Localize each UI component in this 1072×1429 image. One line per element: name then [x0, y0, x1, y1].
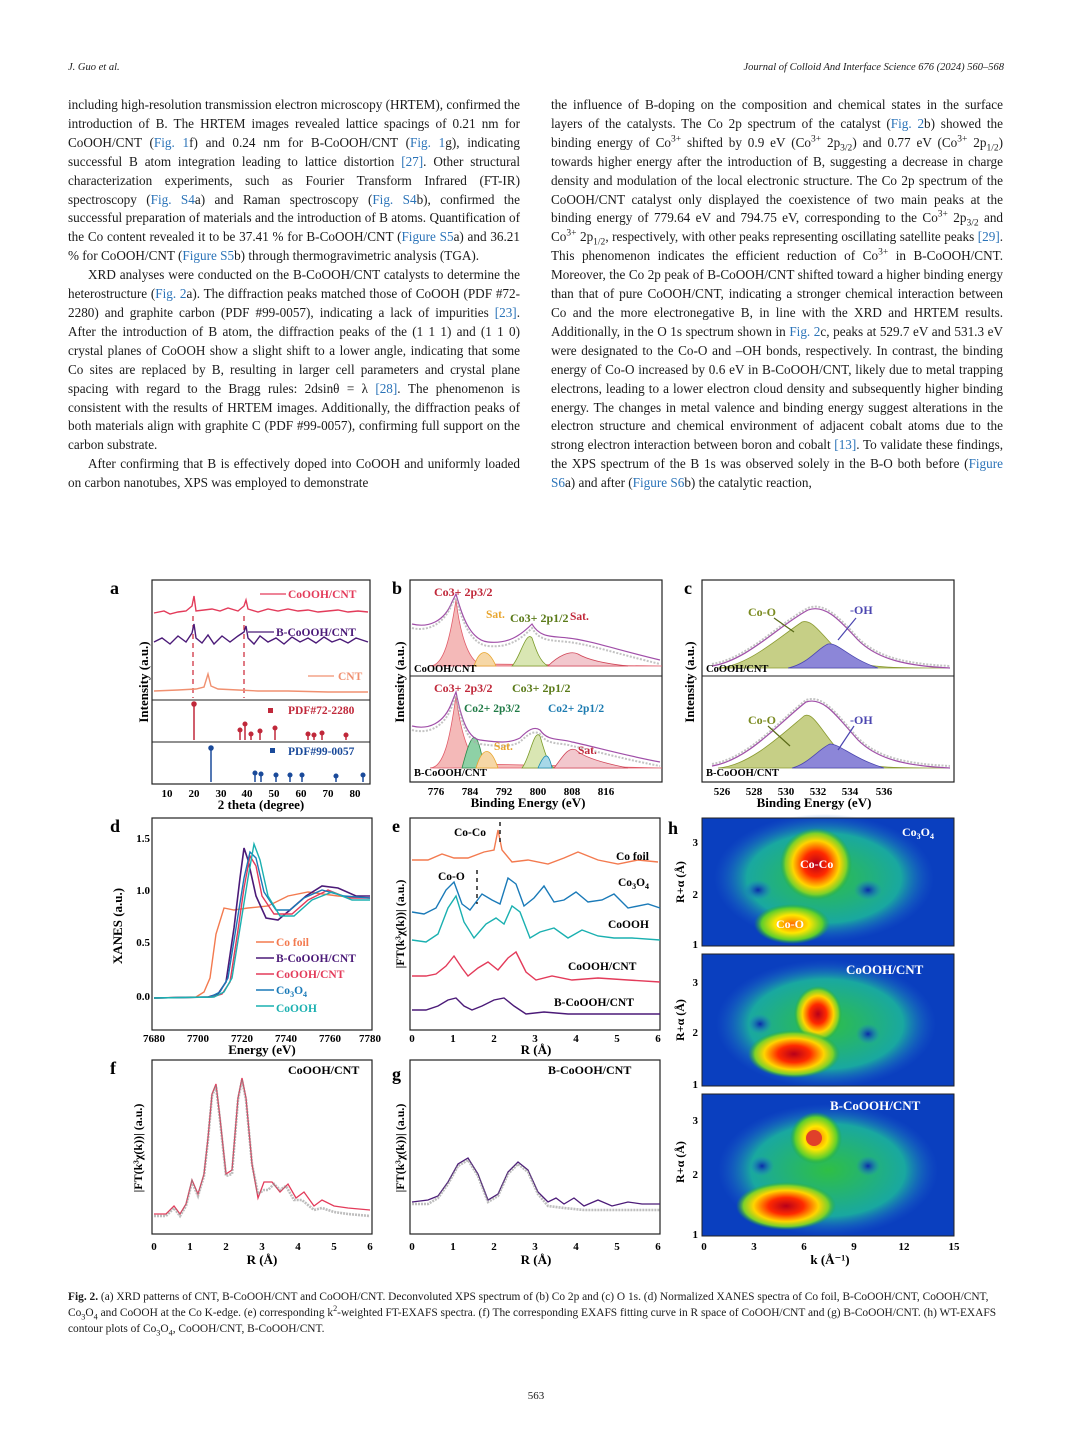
svg-text:2: 2 — [692, 889, 698, 901]
legend-coooh-cnt: CoOOH/CNT — [288, 589, 357, 601]
paragraph-1: including high-resolution transmission electron microscopy (HRTEM), confirmed the introduction of B. The HRTEM images revealed lattice spacings of 0.21 nm for CoOOH/CNT (Fig. 1f) and 0.24 nm for B-CoOOH/CNT (Fig. 1g), indicating successful B atom integration leading to lattice distortion [27]. Other structural characterization experiments, such as Fourier Transform Infrared (FT-IR) spectroscopy (Fig. S4a) and Raman spectroscopy (Fig. S4b), confirmed the successful preparation of materials and the introduction of B atoms. Quantification of the Co content revealed it to be 37.41 % for B-CoOOH/CNT (Figure S5a) and 36.21 % for CoOOH/CNT (Figure S5b) through thermogravimetric analysis (TGA). — [68, 97, 521, 264]
svg-text:Intensity (a.u.): Intensity (a.u.) — [392, 641, 407, 723]
svg-text:20: 20 — [188, 788, 200, 800]
left-text-column — [68, 96, 520, 493]
legend — [256, 937, 356, 1015]
panel-title: B-CoOOH/CNT — [548, 1063, 632, 1077]
panel-h — [668, 814, 960, 1267]
svg-text:3: 3 — [532, 1033, 538, 1045]
svg-text:CoOOH/CNT: CoOOH/CNT — [568, 961, 637, 973]
svg-text:XANES (a.u.): XANES (a.u.) — [110, 887, 125, 965]
subpanel-title: CoOOH/CNT — [414, 664, 477, 675]
running-header-journal: Journal of Colloid And Interface Science 676 (2024) 560–568 — [743, 62, 1004, 73]
xrd-curve-cnt — [154, 674, 368, 692]
svg-text:-OH: -OH — [850, 603, 873, 617]
svg-text:R+α (Å): R+α (Å) — [673, 861, 687, 903]
svg-text:Co-O: Co-O — [438, 871, 465, 883]
running-header-authors: J. Guo et al. — [68, 62, 120, 73]
svg-text:-OH: -OH — [850, 713, 873, 727]
svg-text:0: 0 — [409, 1241, 415, 1253]
wt-contour-coooh-cnt — [702, 954, 954, 1088]
svg-text:532: 532 — [809, 786, 827, 798]
ref-link[interactable]: Fig. S4 — [150, 191, 195, 207]
svg-text:1: 1 — [450, 1033, 456, 1045]
svg-text:4: 4 — [573, 1033, 579, 1045]
svg-text:e: e — [392, 816, 400, 836]
svg-text:k (Å⁻¹): k (Å⁻¹) — [810, 1252, 850, 1267]
svg-text:528: 528 — [745, 786, 763, 798]
right-text-column — [551, 96, 1003, 493]
page-number: 563 — [527, 1390, 545, 1402]
svg-text:CoOOH/CNT: CoOOH/CNT — [276, 969, 345, 981]
svg-text:0: 0 — [409, 1033, 415, 1045]
panel-g — [392, 1060, 661, 1267]
svg-text:Co-O: Co-O — [748, 605, 776, 619]
svg-text:3: 3 — [692, 977, 698, 989]
svg-text:R (Å): R (Å) — [520, 1042, 552, 1057]
svg-text:6: 6 — [655, 1241, 661, 1253]
svg-text:0: 0 — [701, 1241, 707, 1253]
svg-text:3: 3 — [692, 837, 698, 849]
legend-pdf-99-0057: PDF#99-0057 — [288, 746, 355, 758]
svg-text:Co-O: Co-O — [748, 713, 776, 727]
ref-link[interactable]: Figure S6 — [551, 456, 1003, 491]
svg-text:60: 60 — [295, 788, 307, 800]
wt-contour-co3o4 — [702, 814, 954, 946]
svg-text:Co3+ 2p3/2: Co3+ 2p3/2 — [434, 681, 493, 695]
wt-contour-b-coooh-cnt — [702, 1094, 954, 1236]
svg-text:6: 6 — [655, 1033, 661, 1045]
svg-text:6: 6 — [367, 1241, 373, 1253]
svg-text:R+α (Å): R+α (Å) — [673, 1141, 687, 1183]
svg-text:526: 526 — [713, 786, 731, 798]
y-axis-label: Intensity (a.u.) — [136, 641, 151, 723]
svg-text:Co foil: Co foil — [616, 851, 649, 863]
svg-text:30: 30 — [215, 788, 227, 800]
svg-text:6: 6 — [801, 1241, 807, 1253]
svg-text:c: c — [684, 578, 692, 598]
svg-text:2: 2 — [692, 1027, 698, 1039]
exafs-fit-coooh-cnt — [154, 1078, 370, 1214]
svg-text:|FT(k³χ(k))| (a.u.): |FT(k³χ(k))| (a.u.) — [393, 1103, 407, 1193]
exafs-fit-line-coooh-cnt — [154, 1080, 370, 1216]
svg-text:Sat.: Sat. — [578, 745, 597, 757]
svg-text:3: 3 — [259, 1241, 265, 1253]
svg-text:800: 800 — [529, 786, 547, 798]
ref-link[interactable]: Fig. 2 — [890, 115, 925, 131]
ref-link[interactable]: Figure S5 — [401, 229, 454, 245]
svg-text:CoOOH/CNT: CoOOH/CNT — [846, 962, 924, 977]
svg-text:1: 1 — [692, 1229, 698, 1241]
svg-text:534: 534 — [841, 786, 859, 798]
svg-text:2: 2 — [692, 1169, 698, 1181]
citation-link[interactable]: [13] — [834, 437, 857, 453]
label-co2-2p32: Co2+ 2p3/2 — [464, 703, 521, 715]
svg-text:|FT(k³χ(k))| (a.u.): |FT(k³χ(k))| (a.u.) — [393, 879, 407, 969]
svg-text:Co3O4: $Co_3O_4$ — [276, 985, 308, 999]
legend-b-coooh-cnt: B-CoOOH/CNT — [276, 627, 356, 639]
ref-link[interactable]: Figure S5 — [182, 248, 235, 264]
svg-text:h: h — [668, 818, 679, 838]
citation-link[interactable]: [23] — [494, 304, 517, 320]
svg-text:5: 5 — [614, 1033, 620, 1045]
paragraph-2: XRD analyses were conducted on the B-CoOOH/CNT catalysts to determine the heterostructure (Fig. 2a). The diffraction peaks matched those of CoOOH (PDF #72-2280) and graphite carbon (PDF #99-0057), indicating a lack of impurities [23]. After the introduction of B atom, the diffraction peaks of the (1 1 1) and (1 1 0) crystal planes of CoOOH show a slight shift to a lower angle, indicating that some Co sites are replaced by B, resulting in larger cell parameters and crystal plane spacing with regard to the Bragg rules: 2dsinθ = λ [28]. The phenomenon is consistent with the results of HRTEM images. Additionally, the diffraction peaks of both materials align with graphite C (PDF #99-0057), confirming full support on the carbon substrate. — [68, 267, 520, 453]
svg-text:Sat.: Sat. — [570, 611, 589, 623]
svg-text:7700: 7700 — [187, 1033, 209, 1045]
svg-text:Co-Co: Co-Co — [800, 857, 834, 871]
label-co3-2p32: Co3+ 2p3/2 — [434, 585, 493, 599]
svg-text:Co-Co: Co-Co — [454, 827, 486, 839]
svg-text:4: 4 — [295, 1241, 301, 1253]
ref-link[interactable]: Fig. 1 — [153, 134, 190, 150]
panel-title: CoOOH/CNT — [288, 1063, 360, 1077]
svg-text:CoOOH: CoOOH — [608, 919, 649, 931]
svg-text:7720: 7720 — [231, 1033, 253, 1045]
svg-text:Sat.: Sat. — [494, 741, 513, 753]
svg-text:R (Å): R (Å) — [520, 1252, 552, 1267]
svg-text:B-CoOOH/CNT: B-CoOOH/CNT — [554, 997, 634, 1009]
svg-text:R+α (Å): R+α (Å) — [673, 999, 687, 1041]
svg-text:9: 9 — [851, 1241, 857, 1253]
label-co3-2p12: Co3+ 2p1/2 — [510, 611, 569, 625]
citation-link[interactable]: [28] — [375, 380, 398, 396]
label-co2-2p12: Co2+ 2p1/2 — [548, 703, 605, 715]
svg-text:Co-O: Co-O — [776, 917, 804, 931]
svg-text:15: 15 — [948, 1241, 960, 1253]
svg-text:1: 1 — [187, 1241, 193, 1253]
svg-text:50: 50 — [268, 788, 280, 800]
ref-link[interactable]: Fig. S4 — [372, 191, 417, 207]
figure-2 — [108, 578, 976, 1268]
svg-text:2: 2 — [491, 1241, 497, 1253]
svg-text:7680: 7680 — [143, 1033, 165, 1045]
svg-text:Co3O4: $Co_3O_4$ — [902, 825, 935, 841]
svg-text:3: 3 — [751, 1241, 757, 1253]
svg-text:530: 530 — [777, 786, 795, 798]
svg-text:1.5: 1.5 — [136, 833, 150, 845]
y-tick-labels — [693, 837, 699, 1241]
svg-text:d: d — [110, 816, 121, 836]
svg-text:7760: 7760 — [319, 1033, 341, 1045]
svg-text:1: 1 — [692, 939, 698, 951]
svg-text:3: 3 — [692, 1115, 698, 1127]
svg-text:Binding Energy (eV): Binding Energy (eV) — [756, 795, 872, 810]
legend-pdf-72-2280: PDF#72-2280 — [288, 705, 355, 717]
svg-text:2: 2 — [223, 1241, 229, 1253]
svg-text:7740: 7740 — [275, 1033, 297, 1045]
svg-text:B-CoOOH/CNT: B-CoOOH/CNT — [276, 953, 356, 965]
subpanel-title: B-CoOOH/CNT — [414, 768, 487, 779]
svg-text:Binding Energy (eV): Binding Energy (eV) — [470, 795, 586, 810]
svg-text:R (Å): R (Å) — [246, 1252, 278, 1267]
citation-link[interactable]: [27] — [401, 153, 424, 169]
svg-text:4: 4 — [573, 1241, 579, 1253]
svg-text:Co foil: Co foil — [276, 937, 309, 949]
svg-text:5: 5 — [614, 1241, 620, 1253]
paragraph-3: After confirming that B is effectively doped into CoOOH and uniformly loaded on carbon nanotubes, XPS was employed to demonstrate — [68, 456, 520, 491]
svg-text:CoOOH: CoOOH — [276, 1003, 317, 1015]
svg-text:Sat.: Sat. — [486, 609, 505, 621]
y-tick-labels — [136, 833, 150, 1003]
svg-text:784: 784 — [461, 786, 479, 798]
svg-text:5: 5 — [331, 1241, 337, 1253]
svg-text:0.5: 0.5 — [136, 937, 150, 949]
legend-cnt: CNT — [338, 671, 363, 683]
svg-text:0.0: 0.0 — [136, 991, 150, 1003]
svg-text:CoOOH/CNT: CoOOH/CNT — [706, 664, 769, 675]
panel-c — [682, 578, 954, 810]
panel-letter: a — [110, 578, 119, 598]
svg-text:B-CoOOH/CNT: B-CoOOH/CNT — [830, 1098, 921, 1113]
svg-text:Co3O4: $Co_3O_4$ — [618, 877, 650, 891]
svg-text:776: 776 — [427, 786, 445, 798]
svg-text:Energy (eV): Energy (eV) — [228, 1042, 296, 1057]
svg-text:1.0: 1.0 — [136, 885, 150, 897]
svg-text:10: 10 — [161, 788, 173, 800]
svg-text:Intensity (a.u.): Intensity (a.u.) — [682, 641, 697, 723]
svg-text:g: g — [392, 1064, 401, 1084]
svg-text:70: 70 — [322, 788, 334, 800]
figure-caption: Fig. 2. (a) XRD patterns of CNT, B-CoOOH/CNT and CoOOH/CNT. Deconvoluted XPS spectrum of (b) Co 2p and (c) O 1s. (d) Normalized XANES spectra of Co foil, B-CoOOH/CNT, CoOOH/CNT, $Co_3O_4$ and CoOOH at the Co K-edge. (e) corresponding $k^2$-weighted FT-EXAFS spectra. (f) The corresponding EXAFS fitting curve in R space of CoOOH/CNT and (g) B-CoOOH/CNT. (h) WT-EXAFS contour plots of $Co_3O_4$, CoOOH/CNT, B-CoOOH/CNT. — [68, 1291, 997, 1338]
svg-text:b: b — [392, 578, 403, 598]
series-labels — [438, 827, 649, 1009]
ref-link[interactable]: Figure S6 — [632, 475, 685, 491]
x-axis-label: 2 theta (degree) — [217, 797, 305, 812]
paragraph-4: the influence of B-doping on the composition and chemical states in the surface layers of the catalysts. The Co 2p spectrum of the catalyst (Fig. 2b) showed the binding energy of $Co^{3+}$ shifted by 0.9 eV ($Co^{3+}$ $2p_{3/2}$) and 0.77 eV ($Co^{3+}$ $2p_{1/2}$) towards higher energy after the introduction of B, suggesting a decrease in charge density and modulation of the local electronic structure. The Co 2p spectrum of the CoOOH/CNT catalyst only displayed the coexistence of two main peaks at the binding energy of 779.64 eV and 794.75 eV, corresponding to the $Co^{3+}$ $2p_{3/2}$ and $Co^{3+}$ $2p_{1/2}$, respectively, with other peaks representing oscillating satellite peaks [29]. This phenomenon indicates the efficient reduction of $Co^{3+}$ in B-CoOOH/CNT. Moreover, the Co 2p peak of B-CoOOH/CNT shifted toward a higher binding energy than that of pure CoOOH/CNT, indicating a stronger chemical interaction between Co and the more electronegative B, in line with the XRD and HRTEM results. Additionally, in the O 1s spectrum shown in Fig. 2c, peaks at 529.7 eV and 531.3 eV were designated to the Co-O and –OH bonds, respectively. In contrast, the binding energy of Co-O increased by 0.6 eV in B-CoOOH/CNT, likely due to metal trapping electrons, leading to a lower electron cloud density and subsequently higher binding energy. The changes in metal valence and binding energy suggest alterations in the electron structure and chemical environment of adjacent cobalt atoms due to the strong electron interaction between boron and cobalt [13]. To validate these findings, the XPS spectrum of the B 1s was observed solely in the B-O both before (Figure S6a) and after (Figure S6b) the catalytic reaction, — [551, 97, 1004, 491]
panel-f — [110, 1058, 373, 1267]
panel-d — [110, 816, 382, 1057]
svg-text:40: 40 — [241, 788, 253, 800]
panel-b — [392, 578, 662, 810]
svg-text:1: 1 — [450, 1241, 456, 1253]
svg-text:536: 536 — [875, 786, 893, 798]
svg-text:|FT(k³χ(k))| (a.u.): |FT(k³χ(k))| (a.u.) — [131, 1103, 145, 1193]
svg-text:12: 12 — [898, 1241, 910, 1253]
svg-text:808: 808 — [563, 786, 581, 798]
panel-e — [392, 816, 661, 1057]
svg-text:816: 816 — [597, 786, 615, 798]
ref-link[interactable]: Fig. 2 — [155, 286, 187, 302]
svg-text:0: 0 — [151, 1241, 157, 1253]
ref-link[interactable]: Fig. 1 — [410, 134, 446, 150]
panel-a — [110, 578, 370, 812]
exafs-fit-b-coooh-cnt — [412, 1158, 660, 1206]
svg-text:1: 1 — [692, 1079, 698, 1091]
svg-text:80: 80 — [349, 788, 361, 800]
citation-link[interactable]: [29] — [977, 229, 1000, 245]
svg-text:3: 3 — [532, 1241, 538, 1253]
svg-text:B-CoOOH/CNT: B-CoOOH/CNT — [706, 768, 779, 779]
svg-text:792: 792 — [495, 786, 513, 798]
svg-text:2: 2 — [491, 1033, 497, 1045]
svg-text:f: f — [110, 1058, 116, 1078]
ref-link[interactable]: Fig. 2 — [789, 323, 821, 339]
svg-text:7780: 7780 — [359, 1033, 381, 1045]
svg-text:Co3+ 2p1/2: Co3+ 2p1/2 — [512, 681, 571, 695]
